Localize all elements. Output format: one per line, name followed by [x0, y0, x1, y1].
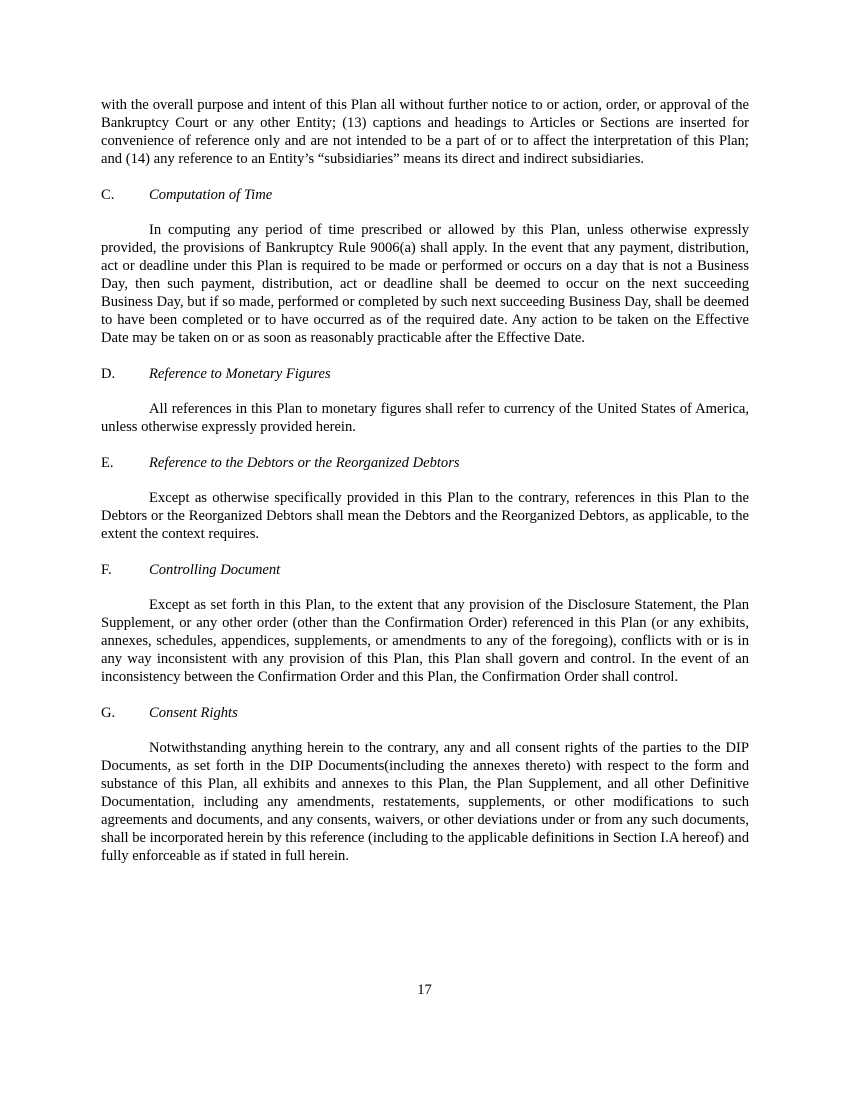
section-heading	[101, 704, 749, 722]
document-page	[101, 96, 749, 865]
section-f	[101, 561, 749, 686]
section-body: All references in this Plan to monetary figures shall refer to currency of the United States of America, unless otherwise expressly provided herein.	[101, 401, 749, 435]
section-e	[101, 454, 749, 543]
section-body: Notwithstanding anything herein to the contrary, any and all consent rights of the parties to the DIP Documents, as set forth in the DIP Documents(including the annexes thereto) with respect to the form and substance of this Plan, all exhibits and annexes to this Plan, the Plan Supplement, and all other Definitive Documentation, including any amendments, restatements, supplements, or other modifications to such agreements and documents, and any consents, waivers, or other deviations under or from any such documents, shall be incorporated herein by this reference (including to the applicable definitions in Section I.A hereof) and fully enforceable as if stated in full herein.	[101, 740, 749, 864]
section-body: Except as otherwise specifically provided in this Plan to the contrary, references in this Plan to the Debtors or the Reorganized Debtors shall mean the Debtors and the Reorganized Debtors, as applicable, to the extent the context requires.	[101, 490, 749, 542]
section-title: Reference to the Debtors or the Reorganized Debtors	[149, 455, 460, 471]
section-title: Computation of Time	[149, 187, 273, 203]
section-letter: C.	[101, 187, 115, 203]
section-heading	[101, 365, 749, 383]
section-letter: G.	[101, 705, 116, 721]
section-letter: F.	[101, 562, 112, 578]
intro-paragraph: with the overall purpose and intent of this Plan all without further notice to or action, order, or approval of the Bankruptcy Court or any other Entity; (13) captions and headings to Articles or Sections are inserted for convenience of reference only and are not intended to be a part of or to affect the interpretation of this Plan; and (14) any reference to an Entity’s “subsidiaries” means its direct and indirect subsidiaries.	[101, 97, 749, 167]
section-c	[101, 186, 749, 347]
section-letter: E.	[101, 455, 114, 471]
section-title: Consent Rights	[149, 705, 238, 721]
section-title: Reference to Monetary Figures	[149, 366, 331, 382]
section-heading	[101, 454, 749, 472]
section-heading	[101, 561, 749, 579]
page-number: 17	[417, 982, 432, 998]
section-d	[101, 365, 749, 436]
section-body: In computing any period of time prescribed or allowed by this Plan, unless otherwise expressly provided, the provisions of Bankruptcy Rule 9006(a) shall apply. In the event that any payment, distribution, act or deadline under this Plan is required to be made or performed or occurs on a day that is not a Business Day, then such payment, distribution, act or deadline shall be deemed to occur on the next succeeding Business Day, but if so made, performed or completed by such next succeeding Business Day, shall be deemed to have been completed or to have occurred as of the required date. Any action to be taken on the Effective Date may be taken on or as soon as reasonably practicable after the Effective Date.	[101, 222, 749, 346]
section-letter: D.	[101, 366, 116, 382]
section-body: Except as set forth in this Plan, to the extent that any provision of the Disclosure Statement, the Plan Supplement, or any other order (other than the Confirmation Order) referenced in this Plan (or any exhibits, annexes, schedules, appendices, supplements, or amendments to any of the foregoing), conflicts with or is in any way inconsistent with any provision of this Plan, this Plan shall govern and control. In the event of an inconsistency between the Confirmation Order and this Plan, the Confirmation Order shall control.	[101, 597, 749, 685]
section-title: Controlling Document	[149, 562, 281, 578]
section-heading	[101, 186, 749, 204]
section-g	[101, 704, 749, 865]
